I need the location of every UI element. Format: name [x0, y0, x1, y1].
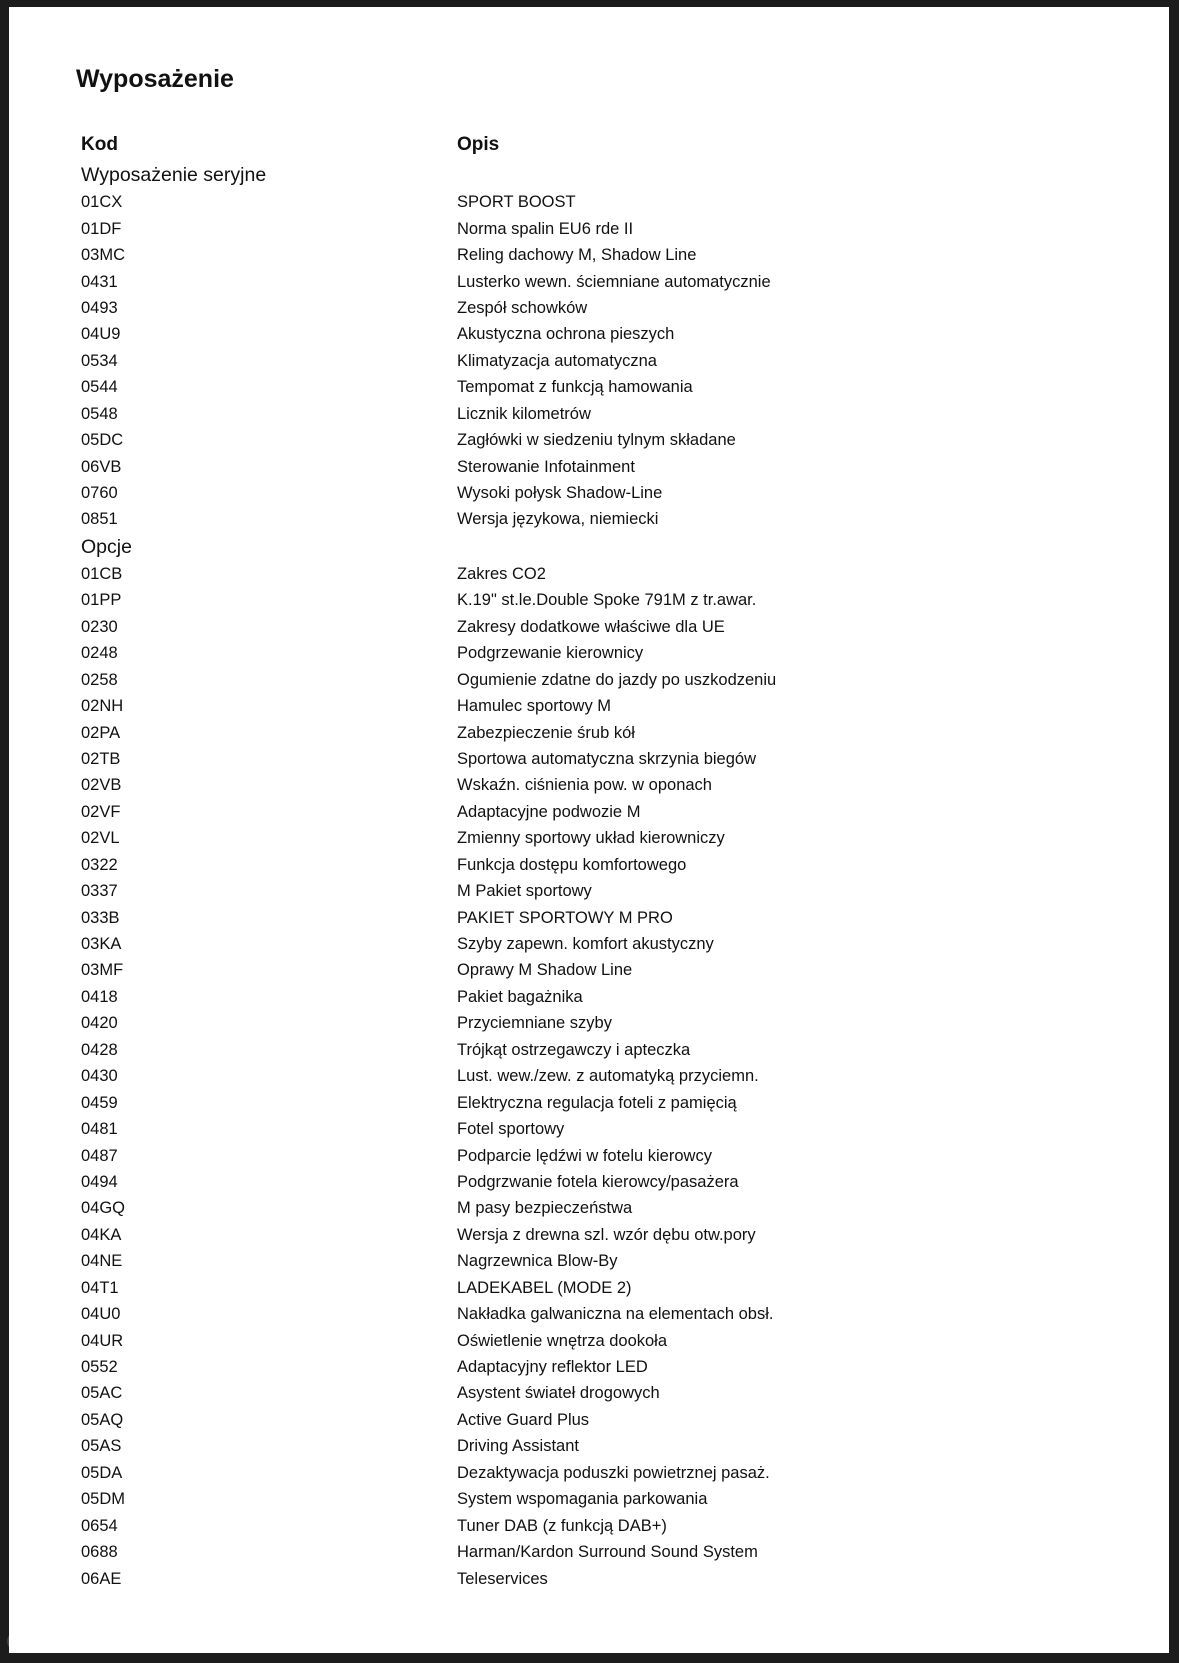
- equipment-code: 05DM: [81, 1490, 126, 1509]
- equipment-description: Asystent świateł drogowych: [457, 1384, 660, 1403]
- table-row: [81, 1486, 981, 1512]
- equipment-description: Nagrzewnica Blow-By: [457, 1252, 618, 1271]
- equipment-description: Lust. wew./zew. z automatyką przyciemn.: [457, 1067, 759, 1086]
- equipment-description: Szyby zapewn. komfort akustyczny: [457, 935, 714, 954]
- equipment-description: M Pakiet sportowy: [457, 882, 592, 901]
- equipment-description: Dezaktywacja poduszki powietrznej pasaż.: [457, 1463, 770, 1482]
- equipment-code: 06AE: [81, 1569, 122, 1588]
- equipment-code: 01PP: [81, 591, 122, 610]
- equipment-description: Hamulec sportowy M: [457, 697, 612, 716]
- page-title: Wyposażenie: [76, 65, 234, 93]
- equipment-code: 02VF: [81, 802, 121, 821]
- document-page: [9, 7, 1169, 1653]
- table-row: [81, 587, 981, 613]
- equipment-description: Adaptacyjny reflektor LED: [457, 1358, 648, 1377]
- table-row: [81, 242, 981, 268]
- table-row: [81, 693, 981, 719]
- equipment-code: 02NH: [81, 697, 124, 716]
- equipment-description: Wersja z drewna szl. wzór dębu otw.pory: [457, 1225, 756, 1244]
- equipment-description: M pasy bezpieczeństwa: [457, 1199, 633, 1218]
- equipment-code: 03MF: [81, 961, 124, 980]
- equipment-description: Zakresy dodatkowe właściwe dla UE: [457, 617, 725, 636]
- equipment-description: Podparcie lędźwi w fotelu kierowcy: [457, 1146, 712, 1165]
- table-row: [81, 1565, 981, 1591]
- table-row: [81, 719, 981, 745]
- equipment-description: Adaptacyjne podwozie M: [457, 802, 641, 821]
- equipment-description: Podgrzewanie kierownicy: [457, 644, 644, 663]
- table-row: [81, 1169, 981, 1195]
- equipment-description: Oprawy M Shadow Line: [457, 961, 633, 980]
- equipment-code: 02VB: [81, 776, 122, 795]
- table-row: [81, 640, 981, 666]
- equipment-code: 04NE: [81, 1252, 123, 1271]
- equipment-code: 02PA: [81, 723, 121, 742]
- equipment-description: Wskaźn. ciśnienia pow. w oponach: [457, 776, 712, 795]
- equipment-description: Ogumienie zdatne do jazdy po uszkodzeniu: [457, 670, 777, 689]
- section-title: Opcje: [81, 535, 132, 558]
- equipment-description: Lusterko wewn. ściemniane automatycznie: [457, 272, 771, 291]
- table-row: [81, 189, 981, 215]
- equipment-code: 04GQ: [81, 1199, 126, 1218]
- table-row: [81, 825, 981, 851]
- equipment-code: 04UR: [81, 1331, 124, 1350]
- table-row: [81, 427, 981, 453]
- equipment-code: 0487: [81, 1146, 118, 1165]
- table-row: [81, 506, 981, 532]
- equipment-description: Przyciemniane szyby: [457, 1014, 612, 1033]
- equipment-code: 0459: [81, 1093, 118, 1112]
- equipment-description: Reling dachowy M, Shadow Line: [457, 246, 697, 265]
- equipment-description: Nakładka galwaniczna na elementach obsł.: [457, 1305, 774, 1324]
- equipment-description: Podgrzwanie fotela kierowcy/pasażera: [457, 1172, 739, 1191]
- equipment-description: Harman/Kardon Surround Sound System: [457, 1543, 758, 1562]
- column-header-code: Kod: [81, 134, 118, 155]
- equipment-code: 04T1: [81, 1278, 119, 1297]
- table-row: [81, 374, 981, 400]
- equipment-code: 06VB: [81, 457, 122, 476]
- table-row: [81, 666, 981, 692]
- equipment-code: 0760: [81, 484, 118, 503]
- equipment-description: Active Guard Plus: [457, 1410, 590, 1429]
- table-row: [81, 1010, 981, 1036]
- equipment-description: Funkcja dostępu komfortowego: [457, 855, 687, 874]
- equipment-description: Wersja językowa, niemiecki: [457, 510, 659, 529]
- table-row: [81, 1407, 981, 1433]
- table-row: [81, 1327, 981, 1353]
- equipment-code: 0322: [81, 855, 118, 874]
- equipment-code: 0688: [81, 1543, 118, 1562]
- equipment-code: 0481: [81, 1120, 118, 1139]
- table-row: [81, 1460, 981, 1486]
- equipment-code: 0430: [81, 1067, 118, 1086]
- equipment-code: 0337: [81, 882, 118, 901]
- equipment-code: 0248: [81, 644, 118, 663]
- equipment-code: 05AS: [81, 1437, 122, 1456]
- table-row: [81, 480, 981, 506]
- equipment-table: [81, 129, 981, 1592]
- equipment-code: 03KA: [81, 935, 122, 954]
- equipment-description: Sterowanie Infotainment: [457, 457, 635, 476]
- table-row: [81, 321, 981, 347]
- table-row: [81, 1301, 981, 1327]
- equipment-code: 0548: [81, 404, 118, 423]
- table-row: [81, 1433, 981, 1459]
- equipment-description: Driving Assistant: [457, 1437, 579, 1456]
- equipment-description: Zespół schowków: [457, 298, 588, 317]
- equipment-code: 0851: [81, 510, 118, 529]
- table-row: [81, 1089, 981, 1115]
- table-row: [81, 1142, 981, 1168]
- equipment-description: Zmienny sportowy układ kierowniczy: [457, 829, 725, 848]
- equipment-code: 02TB: [81, 749, 121, 768]
- equipment-code: 03MC: [81, 246, 126, 265]
- equipment-description: Licznik kilometrów: [457, 404, 591, 423]
- table-row: [81, 772, 981, 798]
- equipment-description: Teleservices: [457, 1569, 548, 1588]
- equipment-description: Klimatyzacja automatyczna: [457, 351, 657, 370]
- column-header-description: Opis: [457, 134, 500, 155]
- table-header: [81, 129, 981, 161]
- section-title: Wyposażenie seryjne: [81, 164, 267, 186]
- table-row: [81, 268, 981, 294]
- equipment-description: Tempomat z funkcją hamowania: [457, 378, 693, 397]
- equipment-description: Sportowa automatyczna skrzynia biegów: [457, 749, 756, 768]
- equipment-code: 0552: [81, 1358, 118, 1377]
- equipment-description: System wspomagania parkowania: [457, 1490, 708, 1509]
- equipment-description: Fotel sportowy: [457, 1120, 565, 1139]
- equipment-code: 0418: [81, 987, 118, 1006]
- table-row: [81, 1539, 981, 1565]
- equipment-description: Zakres CO2: [457, 564, 546, 583]
- equipment-description: Zagłówki w siedzeniu tylnym składane: [457, 431, 736, 450]
- equipment-description: K.19" st.le.Double Spoke 791M z tr.awar.: [457, 591, 757, 610]
- table-row: [81, 984, 981, 1010]
- equipment-code: 05AQ: [81, 1410, 124, 1429]
- table-row: [81, 746, 981, 772]
- equipment-code: 02VL: [81, 829, 120, 848]
- table-row: [81, 401, 981, 427]
- table-row: [81, 295, 981, 321]
- table-row: [81, 1380, 981, 1406]
- equipment-code: 05AC: [81, 1384, 123, 1403]
- equipment-code: 01CB: [81, 564, 123, 583]
- equipment-code: 0534: [81, 351, 118, 370]
- table-row: [81, 852, 981, 878]
- equipment-code: 0654: [81, 1516, 118, 1535]
- equipment-code: 0420: [81, 1014, 118, 1033]
- equipment-code: 0493: [81, 298, 118, 317]
- equipment-code: 0230: [81, 617, 118, 636]
- table-row: [81, 1248, 981, 1274]
- table-row: [81, 1116, 981, 1142]
- equipment-code: 05DA: [81, 1463, 123, 1482]
- equipment-description: Pakiet bagażnika: [457, 987, 583, 1006]
- equipment-code: 04U0: [81, 1305, 121, 1324]
- table-row: [81, 904, 981, 930]
- equipment-code: 0431: [81, 272, 118, 291]
- equipment-code: 0544: [81, 378, 118, 397]
- table-row: [81, 957, 981, 983]
- equipment-description: Norma spalin EU6 rde II: [457, 219, 634, 238]
- table-row: [81, 1354, 981, 1380]
- table-row: [81, 215, 981, 241]
- table-row: [81, 1275, 981, 1301]
- table-row: [81, 348, 981, 374]
- watermark: otomoto: [6, 1623, 133, 1656]
- table-row: [81, 453, 981, 479]
- equipment-description: PAKIET SPORTOWY M PRO: [457, 908, 673, 927]
- equipment-code: 05DC: [81, 431, 124, 450]
- equipment-description: Elektryczna regulacja foteli z pamięcią: [457, 1093, 737, 1112]
- equipment-code: 04U9: [81, 325, 121, 344]
- table-row: [81, 799, 981, 825]
- table-row: [81, 1512, 981, 1538]
- table-row: [81, 878, 981, 904]
- table-row: [81, 1063, 981, 1089]
- equipment-description: Trójkąt ostrzegawczy i apteczka: [457, 1040, 691, 1059]
- equipment-code: 033B: [81, 908, 120, 927]
- equipment-code: 0258: [81, 670, 118, 689]
- table-body: [81, 161, 981, 1592]
- equipment-description: SPORT BOOST: [457, 193, 576, 212]
- equipment-description: Akustyczna ochrona pieszych: [457, 325, 675, 344]
- equipment-description: Tuner DAB (z funkcją DAB+): [457, 1516, 667, 1535]
- table-row: [81, 931, 981, 957]
- equipment-description: LADEKABEL (MODE 2): [457, 1278, 632, 1297]
- equipment-code: 04KA: [81, 1225, 122, 1244]
- equipment-description: Zabezpieczenie śrub kół: [457, 723, 635, 742]
- equipment-code: 01CX: [81, 193, 123, 212]
- table-row: [81, 1195, 981, 1221]
- table-row: [81, 1222, 981, 1248]
- equipment-description: Wysoki połysk Shadow-Line: [457, 484, 663, 503]
- equipment-code: 01DF: [81, 219, 122, 238]
- table-row: [81, 1037, 981, 1063]
- table-row: [81, 561, 981, 587]
- equipment-description: Oświetlenie wnętrza dookoła: [457, 1331, 668, 1350]
- equipment-code: 0428: [81, 1040, 118, 1059]
- table-row: [81, 614, 981, 640]
- equipment-code: 0494: [81, 1172, 118, 1191]
